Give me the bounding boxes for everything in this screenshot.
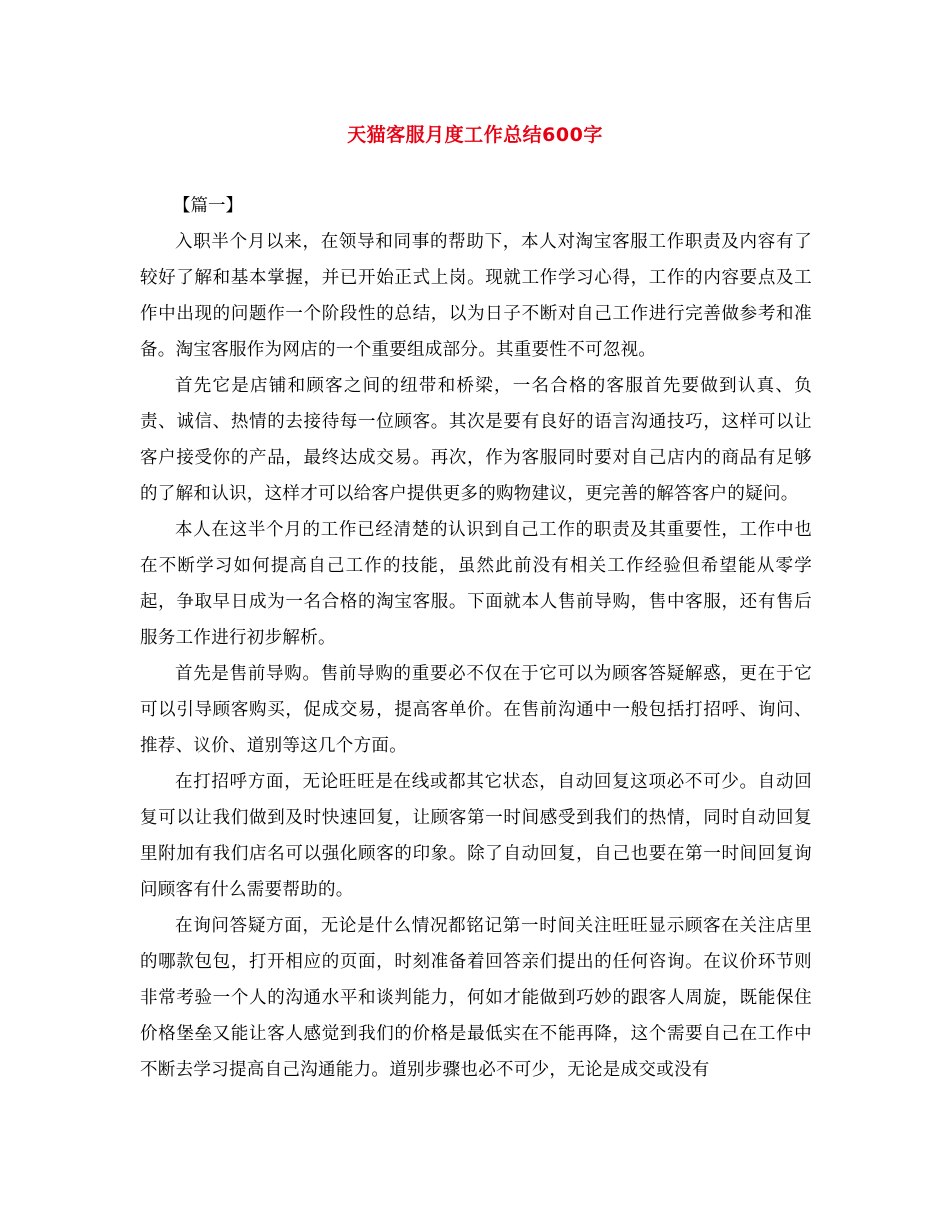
paragraph-6: 在询问答疑方面，无论是什么情况都铭记第一时间关注旺旺显示顾客在关注店里的哪款包包，打开相应的页面，时刻准备着回答亲们提出的任何咨询。在议价环节则非常考验一个人的沟通水平和谈判能力，何如才能做到巧妙的跟客人周旋，既能保住价格堡垒又能让客人感觉到我们的价格是最低实在不能再降，这个需要自己在工作中不断去学习提高自己沟通能力。道别步骤也必不可少，无论是成交或没有 [140,916,812,1080]
section-heading: 【篇一】 [173,196,243,216]
paragraph-3: 本人在这半个月的工作已经清楚的认识到自己工作的职责及其重要性，工作中也在不断学习如何提高自己工作的技能，虽然此前没有相关工作经验但希望能从零学起，争取早日成为一名合格的淘宝客服。下面就本人售前导购，售中客服，还有售后服务工作进行初步解析。 [140,520,812,648]
paragraph-4: 首先是售前导购。售前导购的重要必不仅在于它可以为顾客答疑解惑，更在于它可以引导顾客购买，促成交易，提高客单价。在售前沟通中一般包括打招呼、询问、推荐、议价、道别等这几个方面。 [140,664,812,756]
paragraph-1: 入职半个月以来，在领导和同事的帮助下，本人对淘宝客服工作职责及内容有了较好了解和基本掌握，并已开始正式上岗。现就工作学习心得，工作的内容要点及工作中出现的问题作一个阶段性的总结，以为日子不断对自己工作进行完善做参考和准备。淘宝客服作为网店的一个重要组成部分。其重要性不可忽视。 [140,232,812,360]
document-title: 天猫客服月度工作总结600字 [347,124,603,146]
paragraph-2: 首先它是店铺和顾客之间的纽带和桥梁，一名合格的客服首先要做到认真、负责、诚信、热情的去接待每一位顾客。其次是要有良好的语言沟通技巧，这样可以让客户接受你的产品，最终达成交易。再次，作为客服同时要对自己店内的商品有足够的了解和认识，这样才可以给客户提供更多的购物建议，更完善的解答客户的疑问。 [140,376,812,504]
paragraph-5: 在打招呼方面，无论旺旺是在线或都其它状态，自动回复这项必不可少。自动回复可以让我们做到及时快速回复，让顾客第一时间感受到我们的热情，同时自动回复里附加有我们店名可以强化顾客的印象。除了自动回复，自己也要在第一时间回复询问顾客有什么需要帮助的。 [140,772,812,900]
document-body [140,188,812,1088]
